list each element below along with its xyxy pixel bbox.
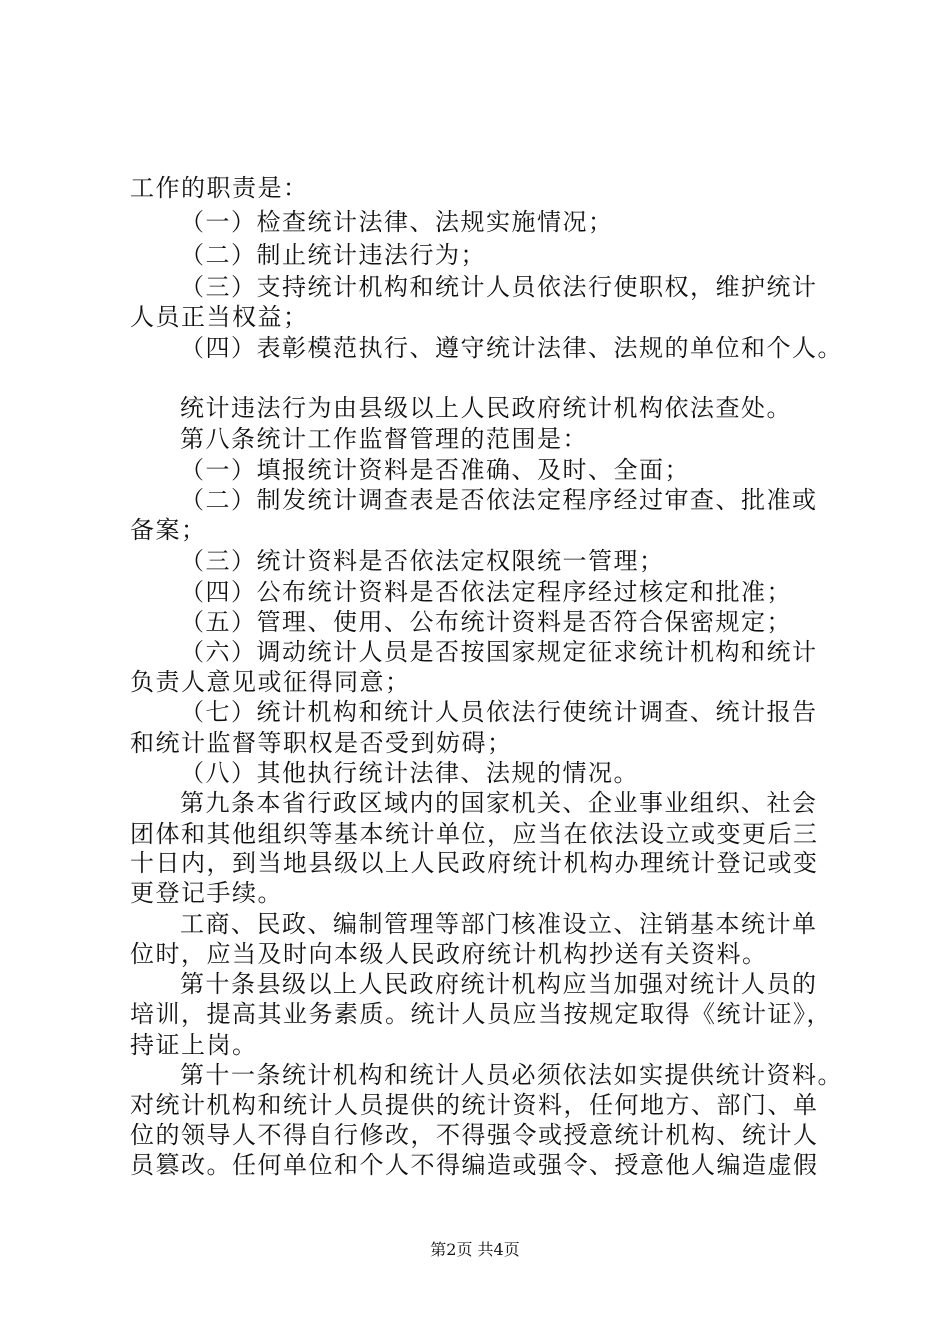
text-line: 十日内，到当地县级以上人民政府统计机构办理统计登记或变 bbox=[130, 849, 819, 877]
text-line: （四）公布统计资料是否依法定程序经过核定和批准； bbox=[180, 578, 792, 606]
text-line: 团体和其他组织等基本统计单位，应当在依法设立或变更后三 bbox=[130, 820, 819, 848]
text-line: （八）其他执行统计法律、法规的情况。 bbox=[180, 759, 639, 787]
text-line: 持证上岗。 bbox=[130, 1031, 258, 1059]
text-line: 员篡改。任何单位和个人不得编造或强令、授意他人编造虚假 bbox=[130, 1151, 819, 1179]
text-line: 和统计监督等职权是否受到妨碍； bbox=[130, 729, 513, 757]
text-line: 位的领导人不得自行修改，不得强令或授意统计机构、统计人 bbox=[130, 1121, 819, 1149]
text-line: 备案； bbox=[130, 516, 207, 544]
text-line: （三）统计资料是否依法定权限统一管理； bbox=[180, 547, 665, 575]
text-line: （七）统计机构和统计人员依法行使统计调查、统计报告 bbox=[180, 698, 818, 726]
text-line: 第八条统计工作监督管理的范围是： bbox=[180, 425, 588, 453]
text-line: （一）填报统计资料是否准确、及时、全面； bbox=[180, 456, 690, 484]
text-line: 位时，应当及时向本级人民政府统计机构抄送有关资料。 bbox=[130, 940, 768, 968]
text-line: （二）制发统计调查表是否依法定程序经过审查、批准或 bbox=[180, 486, 818, 514]
text-line: 第十一条统计机构和统计人员必须依法如实提供统计资料。 bbox=[180, 1061, 843, 1089]
text-line: （二）制止统计违法行为； bbox=[180, 241, 486, 269]
text-line: 工商、民政、编制管理等部门核准设立、注销基本统计单 bbox=[180, 910, 818, 938]
text-line: 第十条县级以上人民政府统计机构应当加强对统计人员的 bbox=[180, 970, 818, 998]
text-line: 培训，提高其业务素质。统计人员应当按规定取得《统计证》， bbox=[130, 1000, 832, 1028]
text-line: 负责人意见或征得同意； bbox=[130, 668, 411, 696]
text-line: （五）管理、使用、公布统计资料是否符合保密规定； bbox=[180, 608, 792, 636]
text-line: 更登记手续。 bbox=[130, 879, 283, 907]
text-line: 统计违法行为由县级以上人民政府统计机构依法查处。 bbox=[180, 394, 792, 422]
text-line: （四）表彰模范执行、遵守统计法律、法规的单位和个人。 bbox=[180, 334, 843, 362]
text-line: 对统计机构和统计人员提供的统计资料，任何地方、部门、单 bbox=[130, 1091, 819, 1119]
text-line: （三）支持统计机构和统计人员依法行使职权，维护统计 bbox=[180, 273, 818, 301]
text-line: （一）检查统计法律、法规实施情况； bbox=[180, 208, 614, 236]
page-footer: 第2页 共4页 bbox=[430, 1240, 520, 1259]
text-line: 第九条本省行政区域内的国家机关、企业事业组织、社会 bbox=[180, 789, 818, 817]
text-line: （六）调动统计人员是否按国家规定征求统计机构和统计 bbox=[180, 638, 818, 666]
text-line: 人员正当权益； bbox=[130, 303, 309, 331]
text-line: 工作的职责是： bbox=[130, 174, 309, 202]
